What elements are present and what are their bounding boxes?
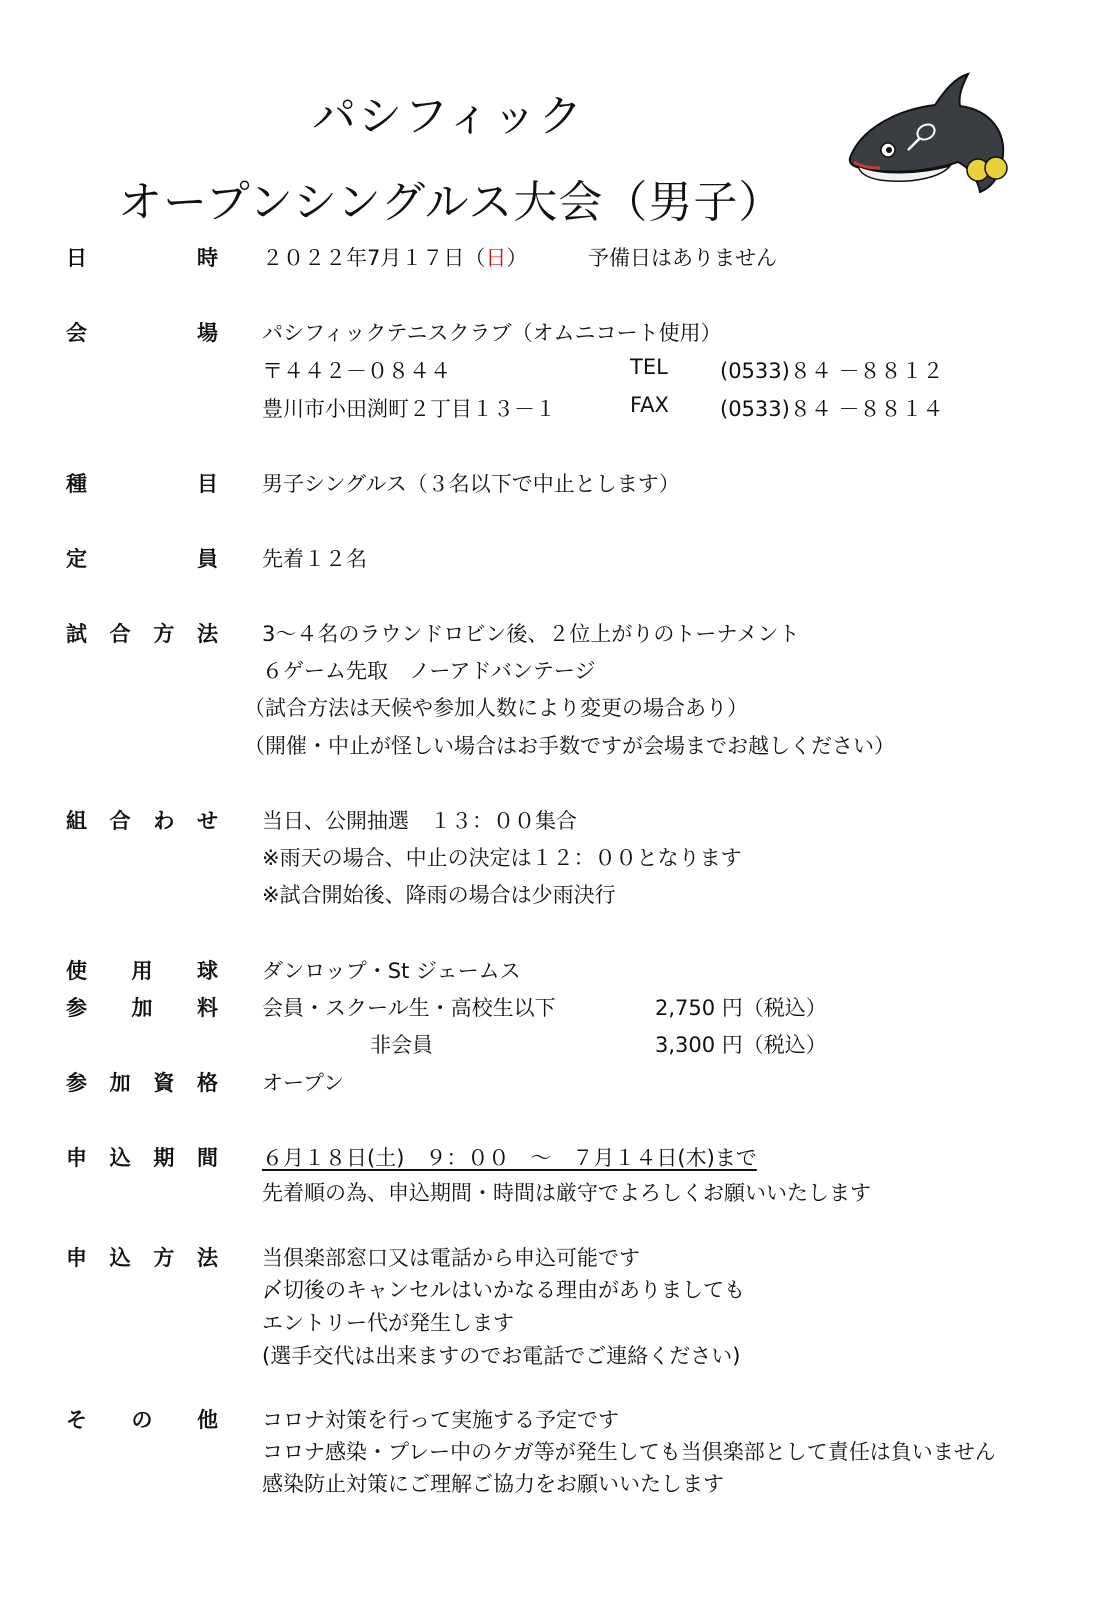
venue-tel-label: TEL	[630, 355, 668, 379]
period-dates: ６月１８日(土) ９：００ ～ ７月１４日(木)まで	[262, 1146, 757, 1170]
venue-tel-value: (0533)８４ －８８１２	[720, 359, 944, 383]
label-char: 参	[66, 996, 87, 1020]
method-line: 当倶楽部窓口又は電話から申込可能です	[262, 1246, 640, 1270]
label-char: 他	[197, 1408, 218, 1432]
label-char: 場	[197, 321, 218, 345]
format-line: （開催・中止が怪しい場合はお手数ですが会場までお越しください）	[244, 734, 895, 758]
draw-line: 当日、公開抽選 １３：００集合	[262, 809, 577, 833]
fee-member-label: 会員・スクール生・高校生以下	[262, 996, 556, 1020]
label-char: 合	[109, 809, 131, 833]
label-char: せ	[196, 809, 218, 833]
label-char: 用	[131, 959, 153, 983]
event-text: 男子シングルス（３名以下で中止とします）	[262, 472, 680, 496]
other-line: コロナ対策を行って実施する予定です	[262, 1408, 619, 1432]
label-eligibility	[66, 1067, 218, 1097]
label-char: 格	[196, 1071, 218, 1095]
date-value	[262, 242, 527, 272]
fee-member-price: 2,750 円（税込）	[655, 996, 827, 1020]
venue-postal: 〒４４２－０８４４	[262, 359, 451, 383]
method-line: 〆切後のキャンセルはいかなる理由がありましても	[262, 1278, 745, 1302]
fee-nonmember-price: 3,300 円（税込）	[655, 1033, 827, 1057]
label-char: 込	[109, 1246, 131, 1270]
format-line: ６ゲーム先取 ノーアドバンテージ	[262, 659, 596, 683]
label-char: 込	[109, 1146, 131, 1170]
dolphin-mascot-icon	[840, 70, 1020, 200]
label-char: 法	[196, 622, 218, 646]
label-char: 合	[109, 622, 131, 646]
label-char: 使	[66, 959, 87, 983]
label-format	[66, 618, 218, 648]
period-note: 先着順の為、申込期間・時間は厳守でよろしくお願いいたします	[262, 1181, 871, 1205]
format-line: 3～４名のラウンドロビン後、２位上がりのトーナメント	[262, 622, 800, 646]
draw-line: ※試合開始後、降雨の場合は少雨決行	[262, 883, 616, 907]
venue-name: パシフィックテニスクラブ（オムニコート使用）	[262, 321, 722, 345]
label-period	[66, 1142, 218, 1172]
format-line: （試合方法は天候や参加人数により変更の場合あり）	[244, 696, 748, 720]
label-char: 申	[66, 1246, 87, 1270]
label-char: 方	[153, 1246, 175, 1270]
eligibility-text: オープン	[262, 1071, 345, 1095]
label-char: 料	[197, 996, 218, 1020]
label-char: そ	[66, 1408, 87, 1432]
label-char: 会	[66, 321, 87, 345]
label-other	[66, 1404, 218, 1434]
label-char: 目	[197, 472, 218, 496]
label-char: 球	[197, 959, 218, 983]
label-char: 加	[109, 1071, 131, 1095]
label-char: 申	[66, 1146, 87, 1170]
date-close: ）	[506, 246, 528, 270]
date-text: ２０２２年7月１７日（	[262, 246, 486, 270]
label-char: 期	[153, 1146, 175, 1170]
venue-address: 豊川市小田渕町２丁目１３－１	[262, 397, 556, 421]
label-date	[66, 242, 218, 272]
label-char: の	[131, 1408, 153, 1432]
label-char: 時	[197, 246, 218, 270]
label-char: 方	[153, 622, 175, 646]
other-line: コロナ感染・プレー中のケガ等が発生しても当倶楽部として責任は負いません	[262, 1440, 996, 1464]
label-char: わ	[153, 809, 175, 833]
label-venue	[66, 317, 218, 347]
label-char: 加	[131, 996, 153, 1020]
label-method	[66, 1242, 218, 1272]
date-note: 予備日はありません	[588, 246, 777, 270]
ball-text: ダンロップ・St ジェームス	[262, 959, 521, 983]
draw-line: ※雨天の場合、中止の決定は１２：００となります	[262, 846, 742, 870]
label-char: 試	[66, 622, 87, 646]
label-capacity	[66, 543, 218, 573]
label-char: 組	[66, 809, 87, 833]
date-weekday: 日	[485, 246, 507, 270]
label-char: 法	[196, 1246, 218, 1270]
label-event	[66, 468, 218, 498]
label-fee	[66, 992, 218, 1022]
label-char: 種	[66, 472, 87, 496]
venue-fax-value: (0533)８４ －８８１４	[720, 397, 944, 421]
label-char: 参	[66, 1071, 87, 1095]
fee-nonmember-label: 非会員	[370, 1033, 433, 1057]
title-line-2: オープンシングルス大会（男子）	[118, 177, 784, 228]
other-line: 感染防止対策にご理解ご協力をお願いいたします	[262, 1472, 724, 1496]
label-char: 日	[66, 246, 87, 270]
venue-fax-label: FAX	[630, 393, 669, 417]
label-char: 間	[196, 1146, 218, 1170]
method-line: (選手交代は出来ますのでお電話でご連絡ください)	[262, 1344, 741, 1368]
label-char: 定	[66, 547, 87, 571]
label-ball	[66, 955, 218, 985]
title-line-1: パシフィック	[312, 91, 585, 142]
method-line: エントリー代が発生します	[262, 1311, 514, 1335]
capacity-text: 先着１２名	[262, 547, 367, 571]
label-char: 員	[197, 547, 218, 571]
label-char: 資	[153, 1071, 175, 1095]
label-draw	[66, 805, 218, 835]
